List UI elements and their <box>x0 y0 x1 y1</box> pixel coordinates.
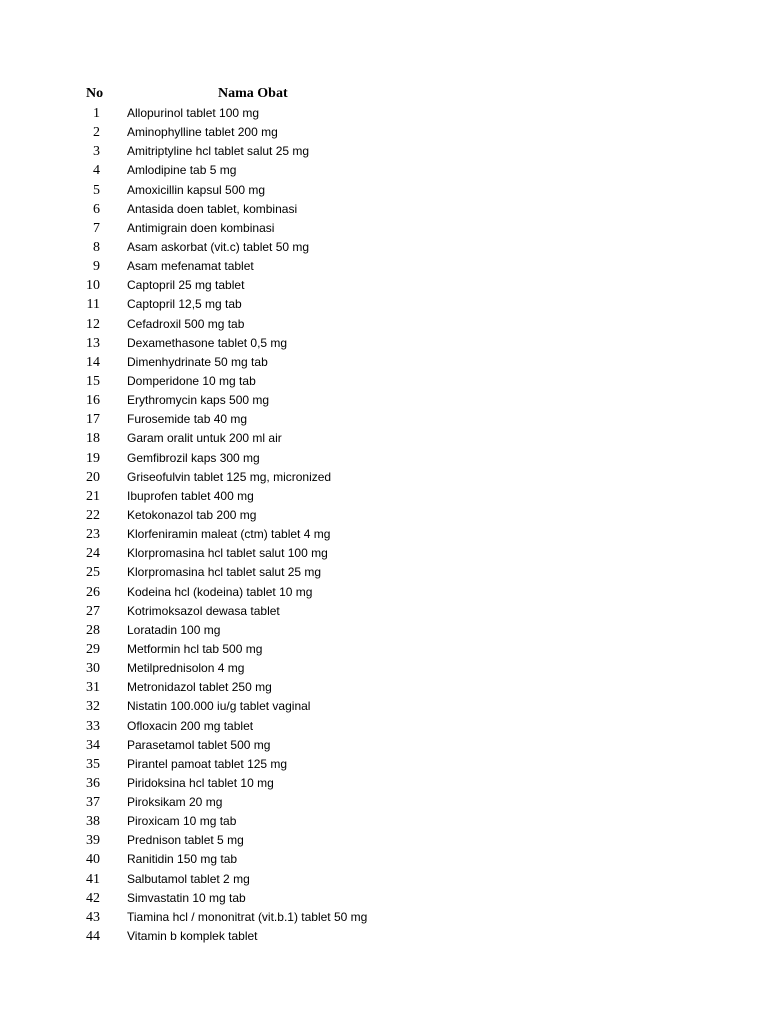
table-row <box>0 755 768 774</box>
row-number: 20 <box>86 469 100 485</box>
row-number: 37 <box>86 795 100 811</box>
table-row <box>0 908 768 927</box>
table-row <box>0 678 768 697</box>
drug-name: Antasida doen tablet, kombinasi <box>127 201 298 216</box>
row-number: 19 <box>86 450 100 466</box>
row-number: 35 <box>86 756 100 772</box>
row-number: 41 <box>86 871 100 887</box>
drug-name: Piroksikam 20 mg <box>127 795 223 810</box>
table-row <box>0 334 768 353</box>
table-row <box>0 793 768 812</box>
table-row <box>0 717 768 736</box>
row-number: 14 <box>86 354 100 370</box>
drug-name: Furosemide tab 40 mg <box>127 412 248 427</box>
drug-name: Garam oralit untuk 200 ml air <box>127 431 282 446</box>
row-number: 28 <box>86 622 100 638</box>
table-row <box>0 487 768 506</box>
row-number: 29 <box>86 641 100 657</box>
row-number: 32 <box>86 699 100 715</box>
row-number: 1 <box>93 106 100 121</box>
row-number: 42 <box>86 890 100 906</box>
table-row <box>0 468 768 487</box>
row-number: 34 <box>86 737 100 753</box>
drug-name: Ofloxacin 200 mg tablet <box>127 718 254 733</box>
drug-name: Erythromycin kaps 500 mg <box>127 393 270 408</box>
drug-name: Piroxicam 10 mg tab <box>127 814 237 829</box>
drug-name: Klorfeniramin maleat (ctm) tablet 4 mg <box>127 527 331 542</box>
table-row <box>0 257 768 276</box>
drug-name: Captopril 25 mg tablet <box>127 278 245 293</box>
drug-name: Klorpromasina hcl tablet salut 25 mg <box>127 565 322 580</box>
table-row <box>0 238 768 257</box>
drug-name: Ibuprofen tablet 400 mg <box>127 488 254 503</box>
drug-name: Ketokonazol tab 200 mg <box>127 507 257 522</box>
table-row <box>0 123 768 142</box>
drug-name: Vitamin b komplek tablet <box>127 929 258 944</box>
row-number: 4 <box>93 163 100 179</box>
table-row <box>0 200 768 219</box>
row-number: 25 <box>86 565 100 581</box>
drug-name: Kotrimoksazol dewasa tablet <box>127 603 280 618</box>
drug-name: Metilprednisolon 4 mg <box>127 661 245 676</box>
row-number: 5 <box>93 182 100 198</box>
row-number: 31 <box>86 680 100 696</box>
table-row <box>0 563 768 582</box>
table-row <box>0 697 768 716</box>
table-row <box>0 736 768 755</box>
row-number: 3 <box>93 144 100 160</box>
table-row <box>0 583 768 602</box>
drug-name: Parasetamol tablet 500 mg <box>127 737 271 752</box>
drug-name: Klorpromasina hcl tablet salut 100 mg <box>127 546 328 561</box>
row-number: 23 <box>86 527 100 543</box>
column-header-no: No <box>86 86 104 101</box>
row-number: 22 <box>86 507 100 523</box>
row-number: 10 <box>86 278 100 294</box>
row-number: 43 <box>86 909 100 925</box>
row-number: 18 <box>86 431 100 447</box>
row-number: 16 <box>86 393 100 409</box>
table-row <box>0 410 768 429</box>
row-number: 40 <box>86 852 100 868</box>
drug-name: Asam askorbat (vit.c) tablet 50 mg <box>127 239 310 254</box>
table-header <box>0 84 768 104</box>
table-row <box>0 429 768 448</box>
row-number: 24 <box>86 546 100 562</box>
drug-name: Gemfibrozil kaps 300 mg <box>127 450 260 465</box>
row-number: 27 <box>86 603 100 619</box>
row-number: 44 <box>86 929 100 945</box>
row-number: 39 <box>86 833 100 849</box>
table-row <box>0 544 768 563</box>
table-row <box>0 181 768 200</box>
drug-name: Loratadin 100 mg <box>127 622 221 637</box>
table-row <box>0 870 768 889</box>
table-row <box>0 889 768 908</box>
row-number: 26 <box>86 584 100 600</box>
drug-name: Captopril 12,5 mg tab <box>127 297 242 312</box>
table-row <box>0 104 768 123</box>
row-number: 36 <box>86 775 100 791</box>
drug-name: Piridoksina hcl tablet 10 mg <box>127 775 274 790</box>
table-row <box>0 295 768 314</box>
drug-name: Prednison tablet 5 mg <box>127 833 244 848</box>
table-row <box>0 449 768 468</box>
row-number: 12 <box>86 316 100 332</box>
table-row <box>0 831 768 850</box>
drug-name: Salbutamol tablet 2 mg <box>127 871 250 886</box>
column-header-drug-name: Nama Obat <box>218 86 288 101</box>
row-number: 11 <box>86 297 100 313</box>
table-row <box>0 276 768 295</box>
row-number: 6 <box>93 201 100 217</box>
row-number: 9 <box>93 259 100 275</box>
drug-name: Antimigrain doen kombinasi <box>127 220 275 235</box>
drug-name: Griseofulvin tablet 125 mg, micronized <box>127 469 332 484</box>
table-row <box>0 219 768 238</box>
drug-name: Amoxicillin kapsul 500 mg <box>127 182 266 197</box>
drug-name: Tiamina hcl / mononitrat (vit.b.1) tablet 50 mg <box>127 909 368 924</box>
row-number: 13 <box>86 335 100 351</box>
table-row <box>0 602 768 621</box>
drug-name: Aminophylline tablet 200 mg <box>127 125 278 140</box>
row-number: 7 <box>93 220 100 236</box>
table-row <box>0 621 768 640</box>
drug-name: Metformin hcl tab 500 mg <box>127 641 263 656</box>
row-number: 2 <box>93 125 100 141</box>
drug-name: Domperidone 10 mg tab <box>127 373 256 388</box>
drug-name: Cefadroxil 500 mg tab <box>127 316 245 331</box>
drug-name: Ranitidin 150 mg tab <box>127 852 238 867</box>
table-row <box>0 391 768 410</box>
row-number: 21 <box>86 488 100 504</box>
drug-name: Kodeina hcl (kodeina) tablet 10 mg <box>127 584 313 599</box>
row-number: 8 <box>93 239 100 255</box>
drug-name: Dimenhydrinate 50 mg tab <box>127 354 268 369</box>
drug-name: Asam mefenamat tablet <box>127 259 254 274</box>
table-row <box>0 372 768 391</box>
drug-list <box>0 104 768 946</box>
table-row <box>0 659 768 678</box>
table-row <box>0 774 768 793</box>
table-row <box>0 506 768 525</box>
drug-name: Pirantel pamoat tablet 125 mg <box>127 756 288 771</box>
drug-name: Amitriptyline hcl tablet salut 25 mg <box>127 144 310 159</box>
table-row <box>0 812 768 831</box>
drug-name: Nistatin 100.000 iu/g tablet vaginal <box>127 699 311 714</box>
drug-name: Dexamethasone tablet 0,5 mg <box>127 335 288 350</box>
drug-name: Simvastatin 10 mg tab <box>127 890 246 905</box>
row-number: 15 <box>86 373 100 389</box>
table-row <box>0 927 768 946</box>
drug-name: Amlodipine tab 5 mg <box>127 163 237 178</box>
table-row <box>0 850 768 869</box>
table-row <box>0 640 768 659</box>
table-row <box>0 142 768 161</box>
row-number: 30 <box>86 661 100 677</box>
table-row <box>0 161 768 180</box>
row-number: 33 <box>86 718 100 734</box>
drug-name: Allopurinol tablet 100 mg <box>127 106 260 120</box>
row-number: 38 <box>86 814 100 830</box>
drug-name: Metronidazol tablet 250 mg <box>127 680 272 695</box>
row-number: 17 <box>86 412 100 428</box>
table-row <box>0 315 768 334</box>
table-row <box>0 525 768 544</box>
table-row <box>0 353 768 372</box>
